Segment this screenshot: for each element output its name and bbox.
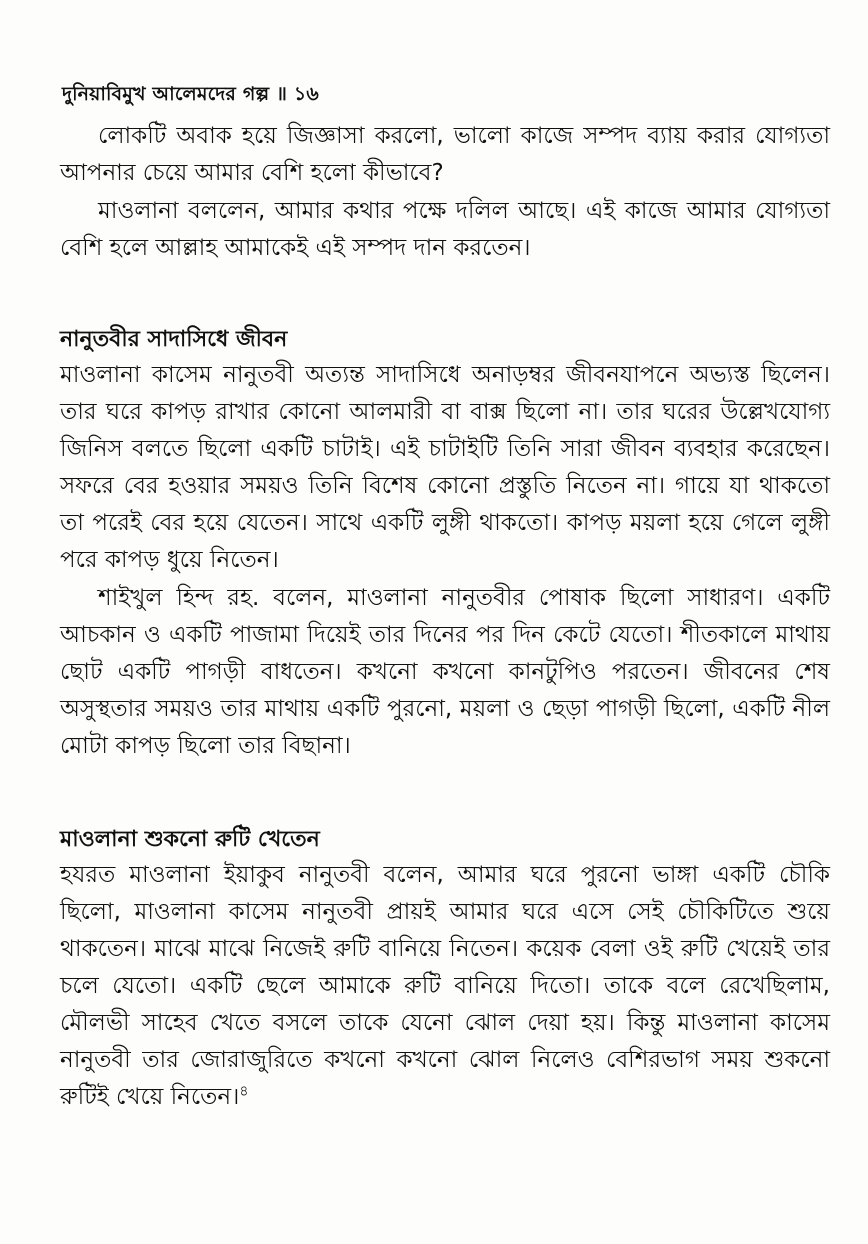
footnote-marker: ৪: [239, 1083, 249, 1100]
intro-paragraph-1: লোকটি অবাক হয়ে জিজ্ঞাসা করলো, ভালো কাজে সম্পদ ব্যায় করার যোগ্যতা আপনার চেয়ে আমার বেশি হলো কীভাবে?: [60, 123, 830, 186]
section1-paragraph-2: শাইখুল হিন্দ রহ. বলেন, মাওলানা নানুতবীর পোষাক ছিলো সাধারণ। একটি আচকান ও একটি পাজামা দিয়েই তার দিনের পর দিন কেটে যেতো। শীতকালে মাথায় ছোট একটি পাগড়ী বাধতেন। কখনো কখনো কানটুপিও পরতেন। জীবনের শেষ অসুস্থতার সময়ও তার মাথায় একটি পুরনো, ময়লা ও ছেড়া পাগড়ী ছিলো, একটি নীল মোটা কাপড় ছিলো তার বিছানা।: [60, 585, 830, 759]
section-heading-dry-bread: মাওলানা শুকনো রুটি খেতেন: [60, 827, 320, 852]
section1-paragraph-1: মাওলানা কাসেম নানুতবী অত্যন্ত সাদাসিধে অনাড়ম্বর জীবনযাপনে অভ্যস্ত ছিলেন। তার ঘরে কাপড় রাখার কোনো আলমারী বা বাক্স ছিলো না। তার ঘরের উল্লেখযোগ্য জিনিস বলতে ছিলো একটি চাটাই। এই চাটাইটি তিনি সারা জীবন ব্যবহার করেছেন। সফরে বের হওয়ার সময়ও তিনি বিশেষ কোনো প্রস্তুতি নিতেন না। গায়ে যা থাকতো তা পরেই বের হয়ে যেতেন। সাথে একটি লুঙ্গী থাকতো। কাপড় ময়লা হয়ে গেলে লুঙ্গী পরে কাপড় ধুয়ে নিতেন।: [60, 362, 830, 573]
page-content: [60, 118, 830, 1116]
section-heading-simple-life: নানুতবীর সাদাসিধে জীবন: [60, 327, 288, 352]
section2-paragraph-text: হযরত মাওলানা ইয়াকুব নানুতবী বলেন, আমার ঘরে পুরনো ভাঙ্গা একটি চৌকি ছিলো, মাওলানা কাসেম নানুতবী প্রায়ই আমার ঘরে এসে সেই চৌকিটিতে শুয়ে থাকতেন। মাঝে মাঝে নিজেই রুটি বানিয়ে নিতেন। কয়েক বেলা ওই রুটি খেয়েই তার চলে যেতো। একটি ছেলে আমাকে রুটি বানিয়ে দিতো। তাকে বলে রেখেছিলাম, মৌলভী সাহেব খেতে বসলে তাকে যেনো ঝোল দেয়া হয়। কিন্তু মাওলানা কাসেম নানুতবী তার জোরাজুরিতে কখনো কখনো ঝোল নিলেও বেশিরভাগ সময় শুকনো রুটিই খেয়ে নিতেন।: [60, 862, 830, 1110]
section2-paragraph: [60, 857, 830, 1116]
intro-paragraph-2: মাওলানা বললেন, আমার কথার পক্ষে দলিল আছে। এই কাজে আমার যোগ্যতা বেশি হলে আল্লাহ আমাকেই এই সম্পদ দান করতেন।: [60, 198, 830, 261]
running-header: দুনিয়াবিমুখ আলেমদের গল্প ॥ ১৬: [62, 83, 319, 105]
